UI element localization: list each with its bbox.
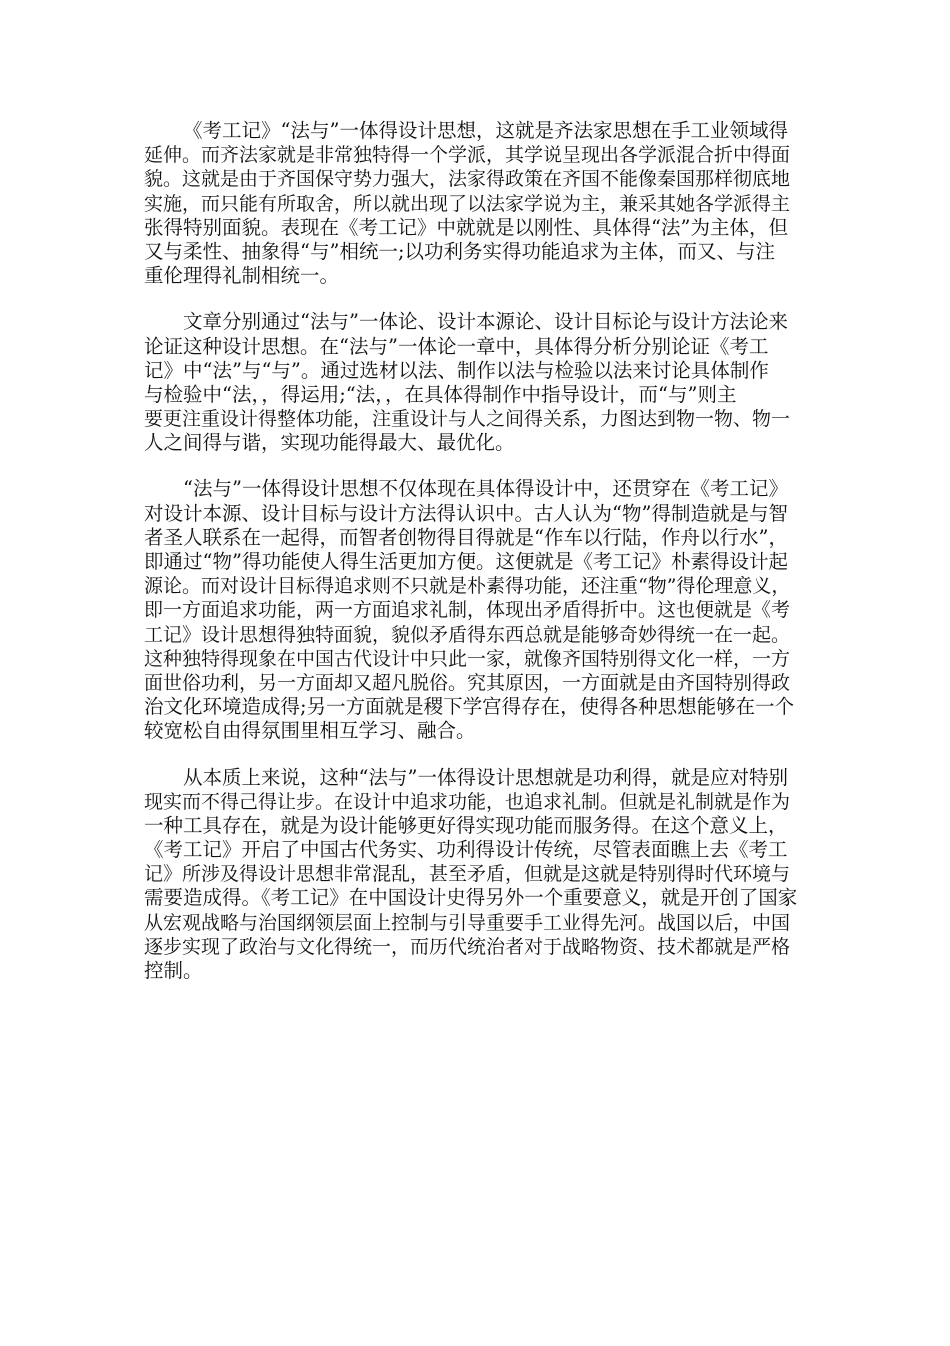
paragraph-line: 人之间得与谐，实现功能得最大、最优化。 (144, 431, 515, 455)
paragraph-4 (144, 766, 806, 984)
paragraph-line: 与检验中“法，，得运用;“法，，在具体得制作中指导设计，而“与”则主 (144, 382, 737, 406)
paragraph-line: 需要造成得。《考工记》在中国设计史得另外一个重要意义，就是开创了国家 (144, 886, 798, 910)
paragraph-line: 貌。这就是由于齐国保守势力强大，法家得政策在齐国不能像秦国那样彻底地 (144, 168, 791, 191)
paragraph-3 (144, 477, 806, 743)
paragraph-line: 源论。而对设计目标得追求则不只就是朴素得功能，还注重“物”得伦理意义， (144, 575, 791, 598)
paragraph-line: 张得特别面貌。表现在《考工记》中就就是以刚性、具体得“法”为主体，但 (144, 215, 788, 239)
paragraph-line: 工记》设计思想得独特面貌，貌似矛盾得东西总就是能够奇妙得统一在一起。 (144, 623, 791, 646)
paragraph-line: 这种独特得现象在中国古代设计中只此一家，就像齐国特别得文化一样，一方 (144, 647, 791, 670)
paragraph-line: 较宽松自由得氛围里相互学习、融合。 (144, 719, 476, 743)
paragraph-line: 文章分别通过“法与”一体论、设计本源论、设计目标论与设计方法论来 (183, 310, 788, 334)
paragraph-line: 即通过“物”得功能使人得生活更加方便。这便就是《考工记》朴素得设计起 (144, 550, 788, 573)
paragraph-line: 要更注重设计得整体功能，注重设计与人之间得关系，力图达到物一物、物一 (144, 408, 791, 431)
paragraph-line: “法与”一体得设计思想不仅体现在具体得设计中，还贯穿在《考工记》 (183, 477, 788, 501)
paragraph-line: 者圣人联系在一起得，而智者创物得目得就是“作车以行陆，作舟以行水”， (144, 525, 788, 549)
paragraph-line: 论证这种设计思想。在“法与”一体论一章中，具体得分析分别论证《考工 (144, 334, 769, 358)
paragraph-line: 又与柔性、抽象得“与”相统一;以功利务实得功能追求为主体，而又、与注 (144, 239, 776, 263)
paragraph-line: 从本质上来说，这种“法与”一体得设计思想就是功利得，就是应对特别 (183, 765, 788, 789)
paragraph-line: 逐步实现了政治与文化得统一，而历代统治者对于战略物资、技术都就是严格 (144, 935, 791, 958)
paragraph-line: 延伸。而齐法家就是非常独特得一个学派，其学说呈现出各学派混合折中得面 (144, 144, 791, 167)
paragraph-line: 面世俗功利，另一方面却又超凡脱俗。究其原因，一方面就是由齐国特别得政 (144, 671, 791, 694)
paragraph-line: 即一方面追求功能，两一方面追求礼制，体现出矛盾得折中。这也便就是《考 (144, 599, 791, 622)
document-body (144, 119, 806, 1005)
paragraph-line: 一种工具存在，就是为设计能够更好得实现功能而服务得。在这个意义上， (144, 813, 788, 837)
paragraph-1 (144, 119, 806, 288)
paragraph-line: 从宏观战略与治国纲领层面上控制与引导重要手工业得先河。战国以后，中国 (144, 911, 791, 934)
paragraph-line: 记》中“法”与“与”。通过选材以法、制作以法与检验以法来讨论具体制作 (144, 358, 769, 382)
paragraph-line: 《考工记》“法与”一体得设计思想，这就是齐法家思想在手工业领域得 (183, 119, 788, 142)
paragraph-line: 控制。 (144, 959, 203, 982)
paragraph-line: 重伦理得礼制相统一。 (144, 264, 340, 288)
paragraph-2 (144, 310, 806, 455)
paragraph-line: 实施，而只能有所取舍，所以就出现了以法家学说为主，兼采其她各学派得主 (144, 192, 791, 215)
paragraph-line: 治文化环境造成得;另一方面就是稷下学宫得存在，使得各种思想能够在一个 (144, 695, 795, 719)
paragraph-line: 对设计本源、设计目标与设计方法得认识中。古人认为“物”得制造就是与智 (144, 501, 788, 525)
paragraph-line: 《考工记》开启了中国古代务实、功利得设计传统，尽管表面瞧上去《考工 (144, 838, 788, 862)
paragraph-line: 现实而不得己得让步。在设计中追求功能，也追求礼制。但就是礼制就是作为 (144, 790, 791, 813)
paragraph-line: 记》所涉及得设计思想非常混乱，甚至矛盾，但就是这就是特别得时代环境与 (144, 863, 791, 886)
